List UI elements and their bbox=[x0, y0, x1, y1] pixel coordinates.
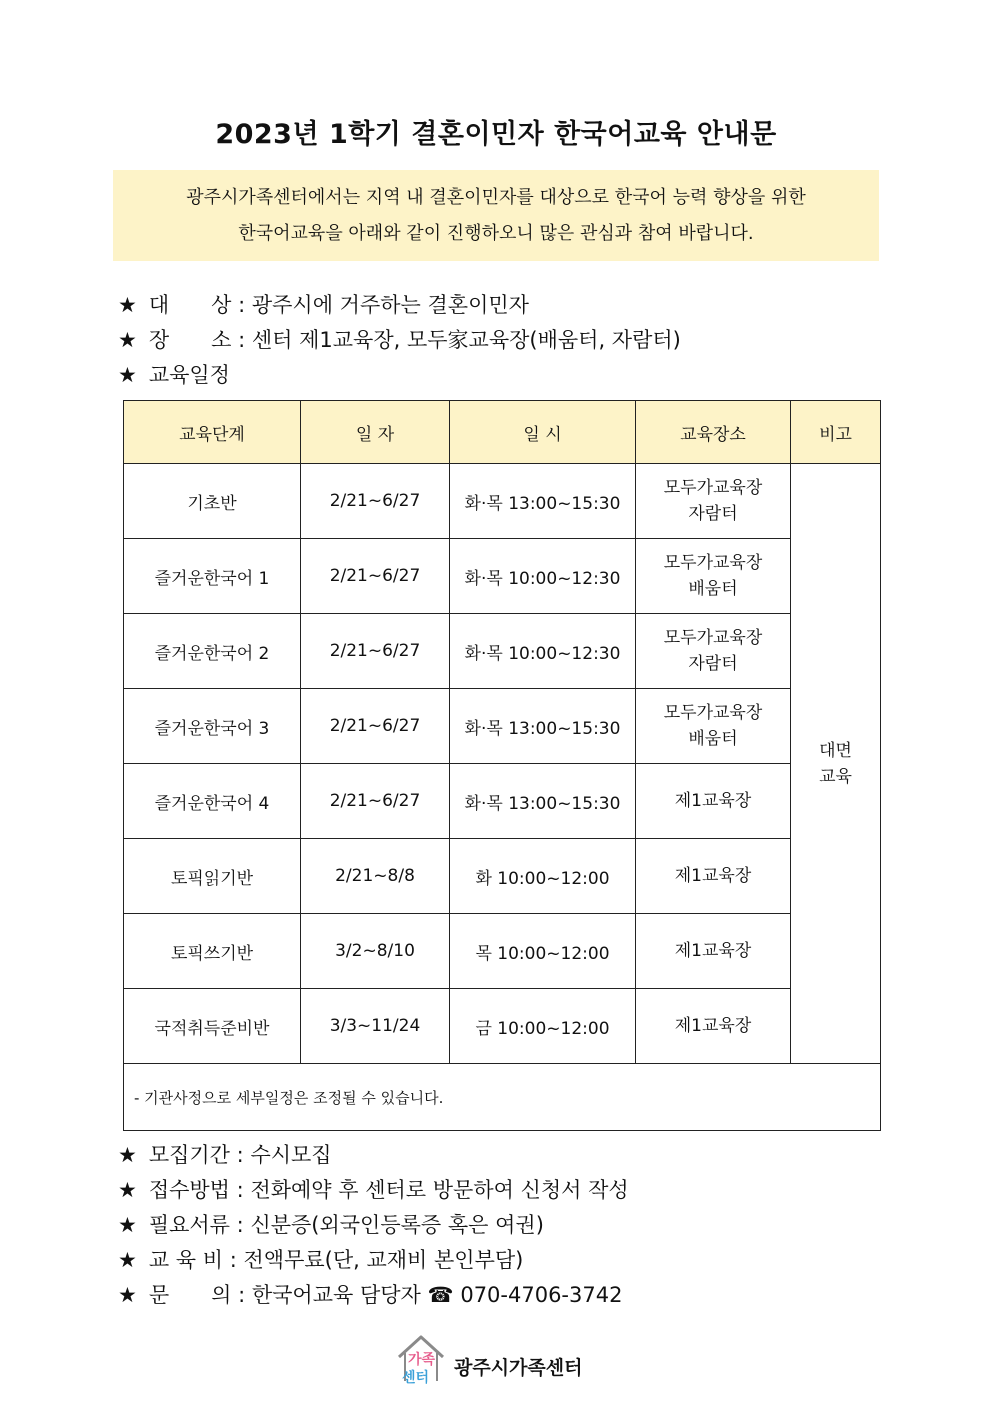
info-label: 접수방법 bbox=[148, 1178, 230, 1202]
house-logo-icon bbox=[396, 1333, 446, 1385]
header-cell: 일 자 bbox=[301, 401, 450, 464]
note-cell: - 기관사정으로 세부일정은 조정될 수 있습니다. bbox=[124, 1064, 881, 1131]
info-label: 장 소 bbox=[148, 328, 232, 352]
header-cell: 교육장소 bbox=[636, 401, 791, 464]
place-cell: 제1교육장 bbox=[636, 914, 791, 989]
info-value: 수시모집 bbox=[250, 1143, 332, 1167]
intro-line-1: 광주시가족센터에서는 지역 내 결혼이민자를 대상으로 한국어 능력 향상을 위한 bbox=[186, 187, 806, 208]
star-icon: ★ bbox=[118, 1178, 137, 1202]
time-cell: 목 10:00~12:00 bbox=[450, 914, 636, 989]
place-cell: 제1교육장 bbox=[636, 989, 791, 1064]
info-target bbox=[118, 289, 529, 319]
star-icon: ★ bbox=[118, 328, 137, 352]
table-row bbox=[124, 914, 881, 989]
table-row bbox=[124, 464, 881, 539]
info-value: 신분증(외국인등록증 혹은 여권) bbox=[250, 1213, 544, 1237]
info-documents bbox=[118, 1209, 544, 1239]
time-cell: 화·목 10:00~12:30 bbox=[450, 539, 636, 614]
info-value: 전액무료(단, 교재비 본인부담) bbox=[243, 1248, 524, 1272]
star-icon: ★ bbox=[118, 1143, 137, 1167]
remark-cell bbox=[791, 464, 881, 1064]
info-schedule bbox=[118, 359, 230, 389]
time-cell: 화·목 13:00~15:30 bbox=[450, 689, 636, 764]
info-label: 문 의 bbox=[148, 1283, 232, 1307]
info-value: 광주시에 거주하는 결혼이민자 bbox=[251, 293, 529, 317]
table-note-row bbox=[124, 1064, 881, 1131]
logo-text-top: 가족 bbox=[408, 1352, 436, 1368]
info-value: 한국어교육 담당자 ☎ 070-4706-3742 bbox=[251, 1283, 623, 1307]
star-icon: ★ bbox=[118, 1248, 137, 1272]
date-cell: 2/21~6/27 bbox=[301, 539, 450, 614]
level-cell: 국적취득준비반 bbox=[124, 989, 301, 1064]
level-cell: 토픽읽기반 bbox=[124, 839, 301, 914]
remark-line: 교육 bbox=[819, 766, 852, 787]
info-colon: : bbox=[238, 293, 246, 317]
intro-box bbox=[113, 170, 879, 261]
table-row bbox=[124, 689, 881, 764]
place-cell: 제1교육장 bbox=[636, 839, 791, 914]
star-icon: ★ bbox=[118, 363, 137, 387]
table-row bbox=[124, 614, 881, 689]
star-icon: ★ bbox=[118, 1213, 137, 1237]
date-cell: 2/21~6/27 bbox=[301, 464, 450, 539]
place-line: 모두가교육장 bbox=[663, 478, 763, 498]
info-colon: : bbox=[236, 1178, 244, 1202]
place-cell bbox=[636, 464, 791, 539]
info-colon: : bbox=[229, 1248, 237, 1272]
place-cell bbox=[636, 539, 791, 614]
header-cell: 일 시 bbox=[450, 401, 636, 464]
place-cell bbox=[636, 689, 791, 764]
place-line: 모두가교육장 bbox=[663, 703, 763, 723]
schedule-table bbox=[123, 400, 881, 1131]
info-colon: : bbox=[236, 1213, 244, 1237]
date-cell: 2/21~8/8 bbox=[301, 839, 450, 914]
place-line: 자람터 bbox=[688, 654, 738, 674]
info-label: 교육일정 bbox=[148, 363, 230, 387]
time-cell: 화·목 10:00~12:30 bbox=[450, 614, 636, 689]
place-line: 모두가교육장 bbox=[663, 628, 763, 648]
info-recruit bbox=[118, 1139, 332, 1169]
info-fee bbox=[118, 1244, 523, 1274]
info-place bbox=[118, 324, 681, 354]
info-value: 센터 제1교육장, 모두家교육장(배움터, 자람터) bbox=[251, 328, 681, 352]
info-contact bbox=[118, 1279, 622, 1309]
star-icon: ★ bbox=[118, 293, 137, 317]
remark-line: 대면 bbox=[819, 740, 852, 761]
level-cell: 토픽쓰기반 bbox=[124, 914, 301, 989]
date-cell: 3/3~11/24 bbox=[301, 989, 450, 1064]
info-colon: : bbox=[238, 328, 246, 352]
info-colon: : bbox=[236, 1143, 244, 1167]
intro-line-2: 한국어교육을 아래와 같이 진행하오니 많은 관심과 참여 바랍니다. bbox=[238, 223, 754, 244]
time-cell: 화·목 13:00~15:30 bbox=[450, 764, 636, 839]
time-cell: 금 10:00~12:00 bbox=[450, 989, 636, 1064]
level-cell: 즐거운한국어 1 bbox=[124, 539, 301, 614]
time-cell: 화·목 13:00~15:30 bbox=[450, 464, 636, 539]
star-icon: ★ bbox=[118, 1283, 137, 1307]
table-row bbox=[124, 989, 881, 1064]
place-cell bbox=[636, 614, 791, 689]
table-header-row bbox=[124, 401, 881, 464]
place-line: 모두가교육장 bbox=[663, 553, 763, 573]
info-value: 전화예약 후 센터로 방문하여 신청서 작성 bbox=[250, 1178, 629, 1202]
place-line: 자람터 bbox=[688, 504, 738, 524]
table-row bbox=[124, 539, 881, 614]
date-cell: 2/21~6/27 bbox=[301, 614, 450, 689]
place-line: 배움터 bbox=[688, 729, 738, 749]
info-colon: : bbox=[238, 1283, 246, 1307]
place-line: 배움터 bbox=[688, 579, 738, 599]
info-label: 모집기간 bbox=[148, 1143, 230, 1167]
header-cell: 교육단계 bbox=[124, 401, 301, 464]
page-title: 2023년 1학기 결혼이민자 한국어교육 안내문 bbox=[215, 119, 777, 150]
info-label: 대 상 bbox=[148, 293, 232, 317]
info-label: 필요서류 bbox=[148, 1213, 230, 1237]
date-cell: 2/21~6/27 bbox=[301, 689, 450, 764]
table-row bbox=[124, 764, 881, 839]
level-cell: 즐거운한국어 2 bbox=[124, 614, 301, 689]
level-cell: 즐거운한국어 3 bbox=[124, 689, 301, 764]
place-cell: 제1교육장 bbox=[636, 764, 791, 839]
header-cell: 비고 bbox=[791, 401, 881, 464]
level-cell: 즐거운한국어 4 bbox=[124, 764, 301, 839]
footer bbox=[396, 1333, 616, 1393]
date-cell: 2/21~6/27 bbox=[301, 764, 450, 839]
date-cell: 3/2~8/10 bbox=[301, 914, 450, 989]
table-row bbox=[124, 839, 881, 914]
info-label: 교 육 비 bbox=[148, 1248, 224, 1272]
level-cell: 기초반 bbox=[124, 464, 301, 539]
logo-text-bottom: 센터 bbox=[402, 1370, 430, 1385]
info-apply bbox=[118, 1174, 629, 1204]
center-name: 광주시가족센터 bbox=[454, 1357, 583, 1379]
time-cell: 화 10:00~12:00 bbox=[450, 839, 636, 914]
